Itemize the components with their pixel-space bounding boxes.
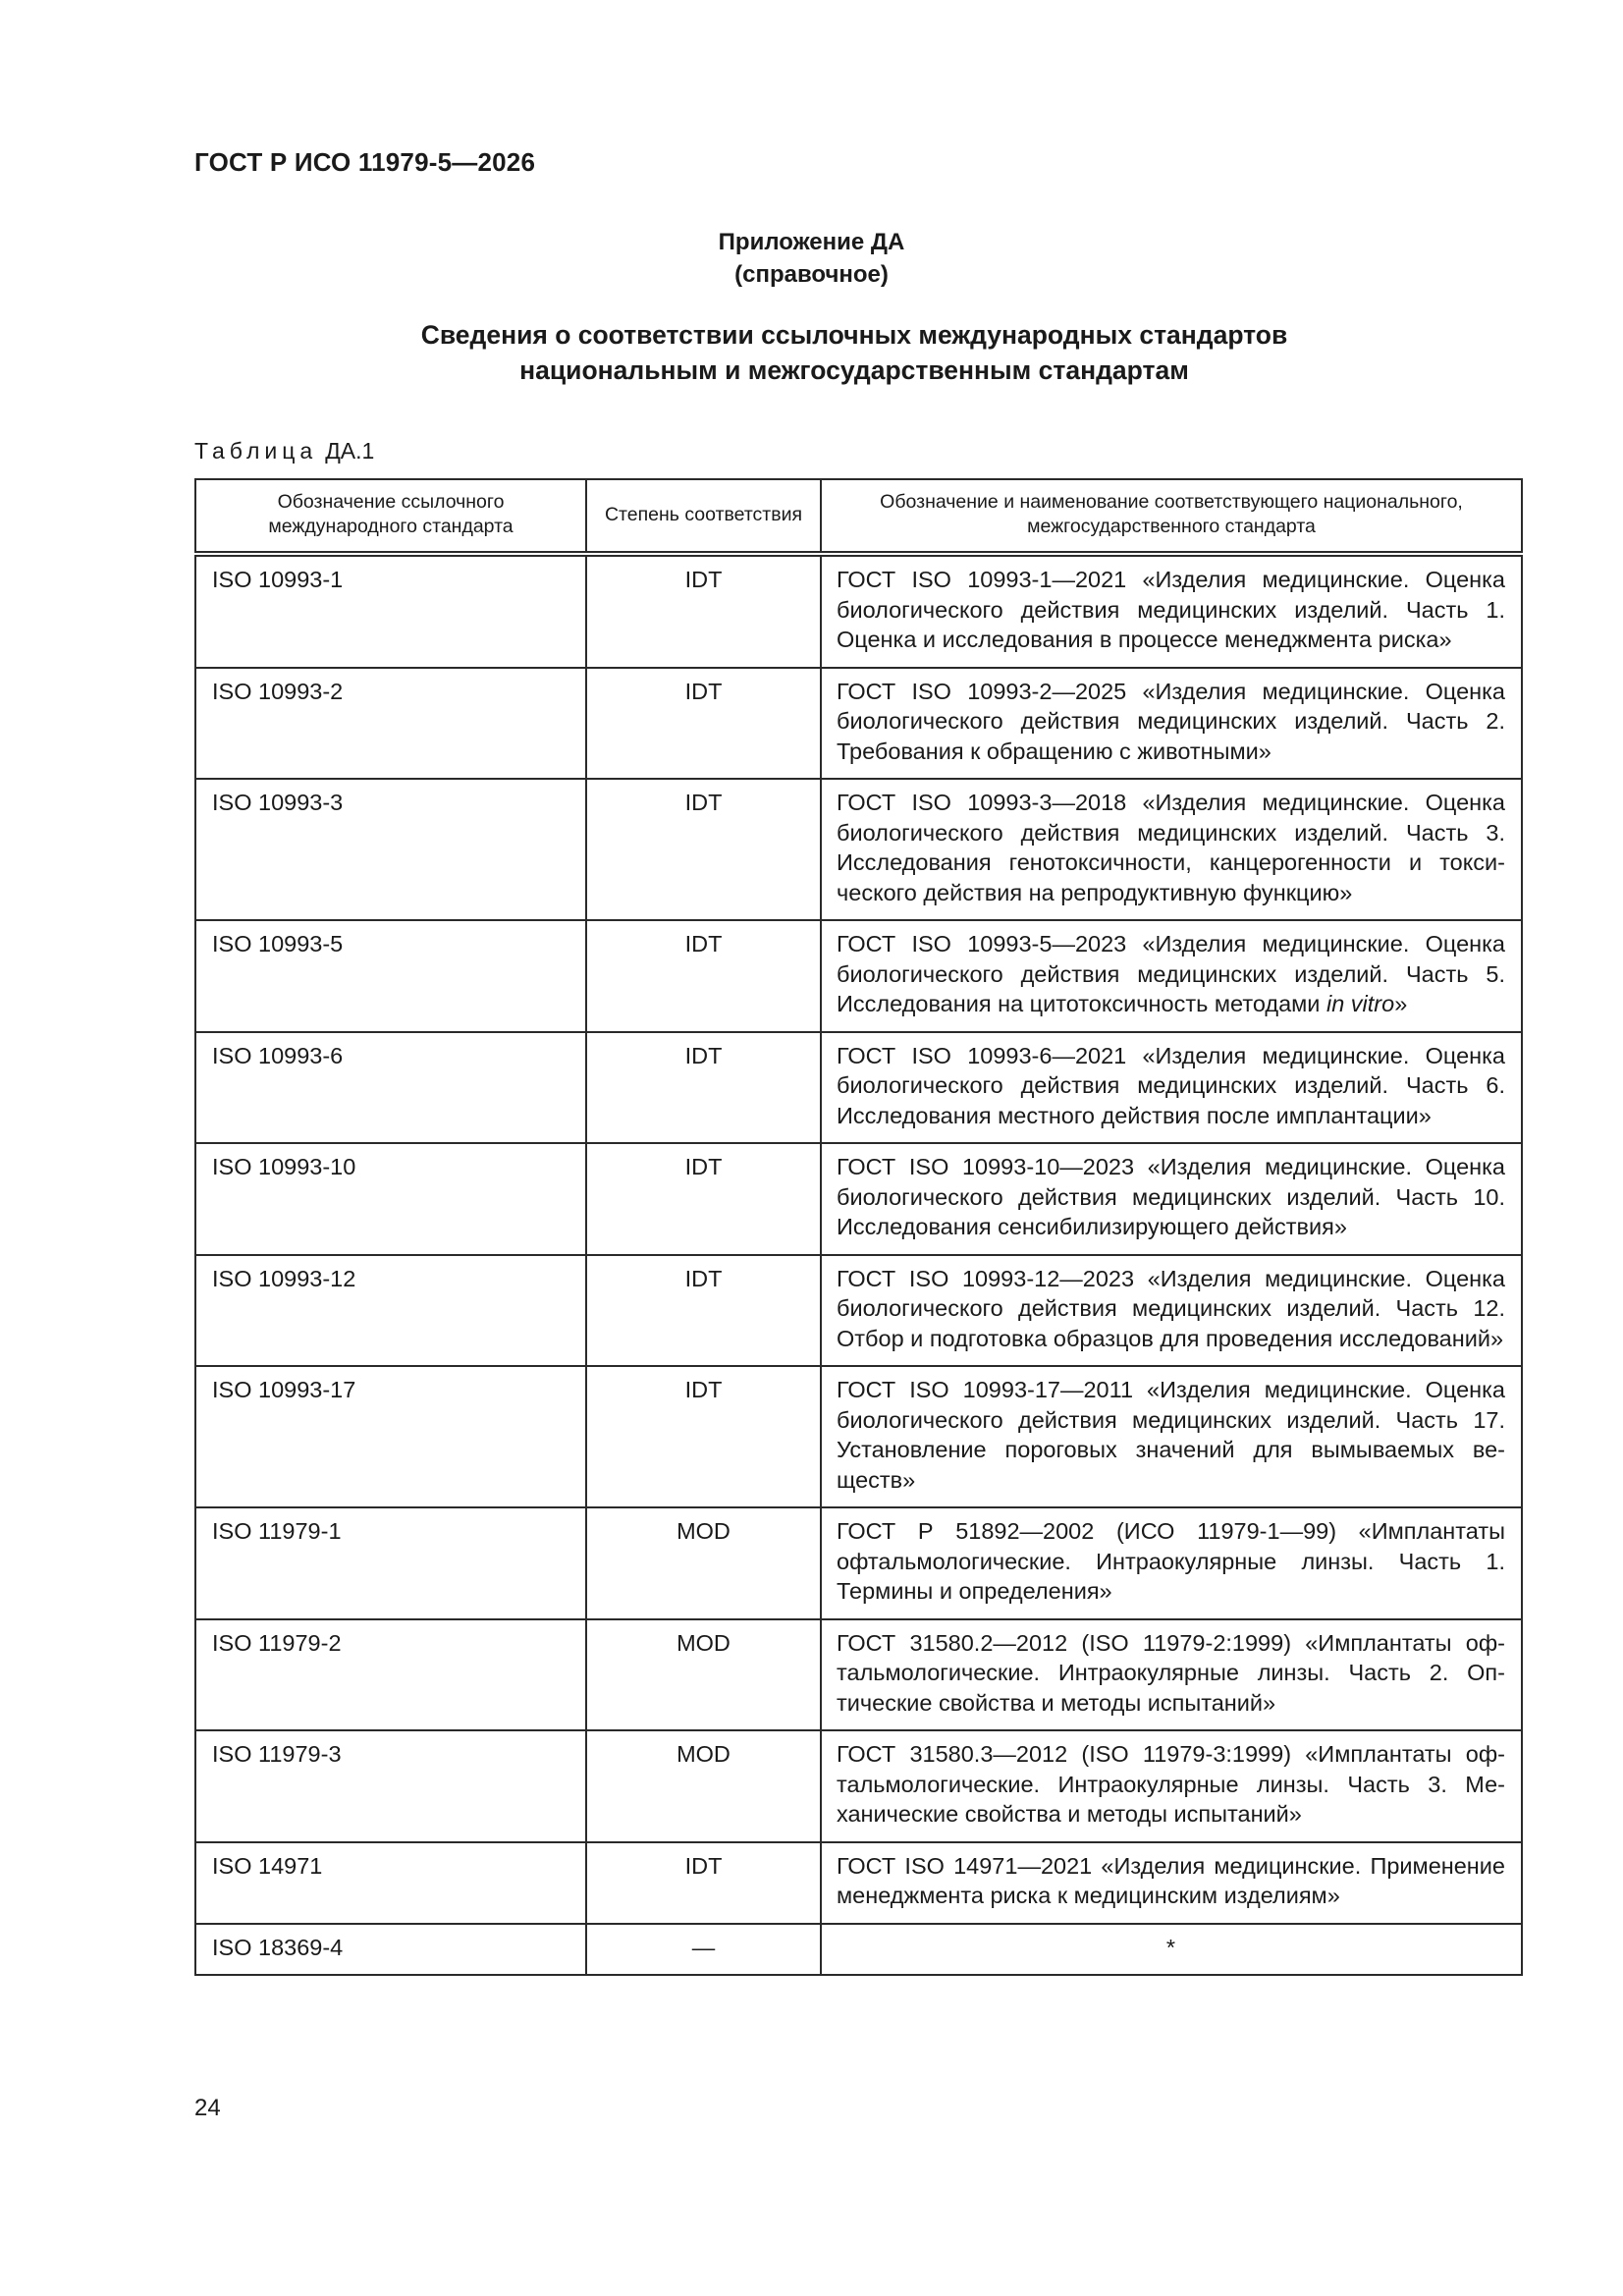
cell-ref: ISO 11979-2 <box>195 1619 586 1731</box>
cell-ref: ISO 10993-12 <box>195 1255 586 1367</box>
table-caption <box>194 438 374 465</box>
page-title <box>0 317 1623 388</box>
header-national: Обозначение и наименование соответствующего национального, межгосударственного стандарта <box>821 479 1522 554</box>
table-row <box>195 779 1522 920</box>
cell-degree: IDT <box>586 1255 821 1367</box>
table-row <box>195 1842 1522 1924</box>
table-row <box>195 1507 1522 1619</box>
cell-national: ГОСТ 31580.2—2012 (ISO 11979-2:1999) «Имплантаты офтальмологические. Интраокулярные линзы. Часть 2. Оптические свойства и методы испытаний» <box>821 1619 1522 1731</box>
cell-national: ГОСТ ISO 10993-3—2018 «Изделия медицинские. Оценка биологического действия медицинских изделий. Часть 3. Исследования генотоксичности, канцерогенности и токсического действия на репродуктивную функцию» <box>821 779 1522 920</box>
appendix-label: Приложение ДА <box>718 229 905 255</box>
cell-national-italic: in vitro <box>1325 991 1395 1016</box>
header-degree: Степень соответствия <box>586 479 821 554</box>
cell-ref: ISO 10993-10 <box>195 1143 586 1255</box>
cell-ref: ISO 18369-4 <box>195 1924 586 1976</box>
cell-degree: IDT <box>586 1842 821 1924</box>
cell-national: ГОСТ ISO 10993-6—2021 «Изделия медицинские. Оценка биологического действия медицинских изделий. Часть 6. Исследования местного действия после имплантации» <box>821 1032 1522 1144</box>
cell-ref: ISO 14971 <box>195 1842 586 1924</box>
cell-degree: MOD <box>586 1619 821 1731</box>
cell-degree: IDT <box>586 779 821 920</box>
cell-degree: IDT <box>586 1366 821 1507</box>
cell-national: ГОСТ ISO 14971—2021 «Изделия медицинские. Применение менеджмента риска к медицинским изделиям» <box>821 1842 1522 1924</box>
cell-ref: ISO 11979-1 <box>195 1507 586 1619</box>
cell-national: * <box>821 1924 1522 1976</box>
table-caption-word: Таблица <box>194 438 318 464</box>
cell-ref: ISO 10993-2 <box>195 668 586 780</box>
cell-national: ГОСТ Р 51892—2002 (ИСО 11979-1—99) «Имплантаты офтальмологические. Интраокулярные линзы. Часть 1. Термины и определения» <box>821 1507 1522 1619</box>
cell-national: ГОСТ ISO 10993-17—2011 «Изделия медицинские. Оценка биологического действия медицинских изделий. Часть 17. Установление пороговых значений для вымываемых веществ» <box>821 1366 1522 1507</box>
cell-ref: ISO 10993-17 <box>195 1366 586 1507</box>
table-row <box>195 1366 1522 1507</box>
table-row <box>195 1255 1522 1367</box>
header-ref: Обозначение ссылочного международного стандарта <box>195 479 586 554</box>
cell-degree: MOD <box>586 1730 821 1842</box>
cell-national: ГОСТ 31580.3—2012 (ISO 11979-3:1999) «Имплантаты офтальмологические. Интраокулярные линзы. Часть 3. Механические свойства и методы испытаний» <box>821 1730 1522 1842</box>
correspondence-table <box>194 478 1523 1976</box>
appendix-kind: (справочное) <box>734 261 889 288</box>
appendix-heading <box>0 226 1623 291</box>
cell-ref: ISO 10993-3 <box>195 779 586 920</box>
cell-degree: IDT <box>586 668 821 780</box>
cell-national: ГОСТ ISO 10993-12—2023 «Изделия медицинские. Оценка биологического действия медицинских изделий. Часть 12. Отбор и подготовка образцов для проведения исследований» <box>821 1255 1522 1367</box>
cell-national: ГОСТ ISO 10993-2—2025 «Изделия медицинские. Оценка биологического действия медицинских изделий. Часть 2. Требования к обращению с животными» <box>821 668 1522 780</box>
cell-national: ГОСТ ISO 10993-1—2021 «Изделия медицинские. Оценка биологического действия медицинских изделий. Часть 1. Оценка и исследования в процессе менеджмента риска» <box>821 554 1522 668</box>
cell-national-text-end: » <box>1394 991 1408 1016</box>
cell-degree: IDT <box>586 1143 821 1255</box>
cell-ref: ISO 10993-5 <box>195 920 586 1032</box>
cell-degree: IDT <box>586 554 821 668</box>
table-row <box>195 920 1522 1032</box>
table-row <box>195 554 1522 668</box>
table-row <box>195 668 1522 780</box>
cell-degree: — <box>586 1924 821 1976</box>
cell-ref: ISO 10993-1 <box>195 554 586 668</box>
table-row <box>195 1924 1522 1976</box>
table-caption-number: ДА.1 <box>325 438 375 464</box>
cell-degree: IDT <box>586 920 821 1032</box>
table-row <box>195 1730 1522 1842</box>
document-code: ГОСТ Р ИСО 11979-5—2026 <box>194 147 536 177</box>
table-row <box>195 1619 1522 1731</box>
title-line-1: Сведения о соответствии ссылочных международных стандартов <box>420 320 1288 350</box>
cell-national-text: ГОСТ ISO 10993-5—2023 «Изделия медицинские. Оценка биологического действия медицинских изделий. Часть 5. Исследования на цитотоксичность методами <box>837 931 1505 1016</box>
title-line-2: национальным и межгосударственным стандартам <box>519 355 1189 385</box>
cell-ref: ISO 10993-6 <box>195 1032 586 1144</box>
page-number: 24 <box>194 2095 221 2121</box>
table-row <box>195 1032 1522 1144</box>
cell-national <box>821 920 1522 1032</box>
cell-ref: ISO 11979-3 <box>195 1730 586 1842</box>
cell-national: ГОСТ ISO 10993-10—2023 «Изделия медицинские. Оценка биологического действия медицинских изделий. Часть 10. Исследования сенсибилизирующего действия» <box>821 1143 1522 1255</box>
table-header-row <box>195 479 1522 554</box>
table-row <box>195 1143 1522 1255</box>
cell-degree: IDT <box>586 1032 821 1144</box>
cell-degree: MOD <box>586 1507 821 1619</box>
